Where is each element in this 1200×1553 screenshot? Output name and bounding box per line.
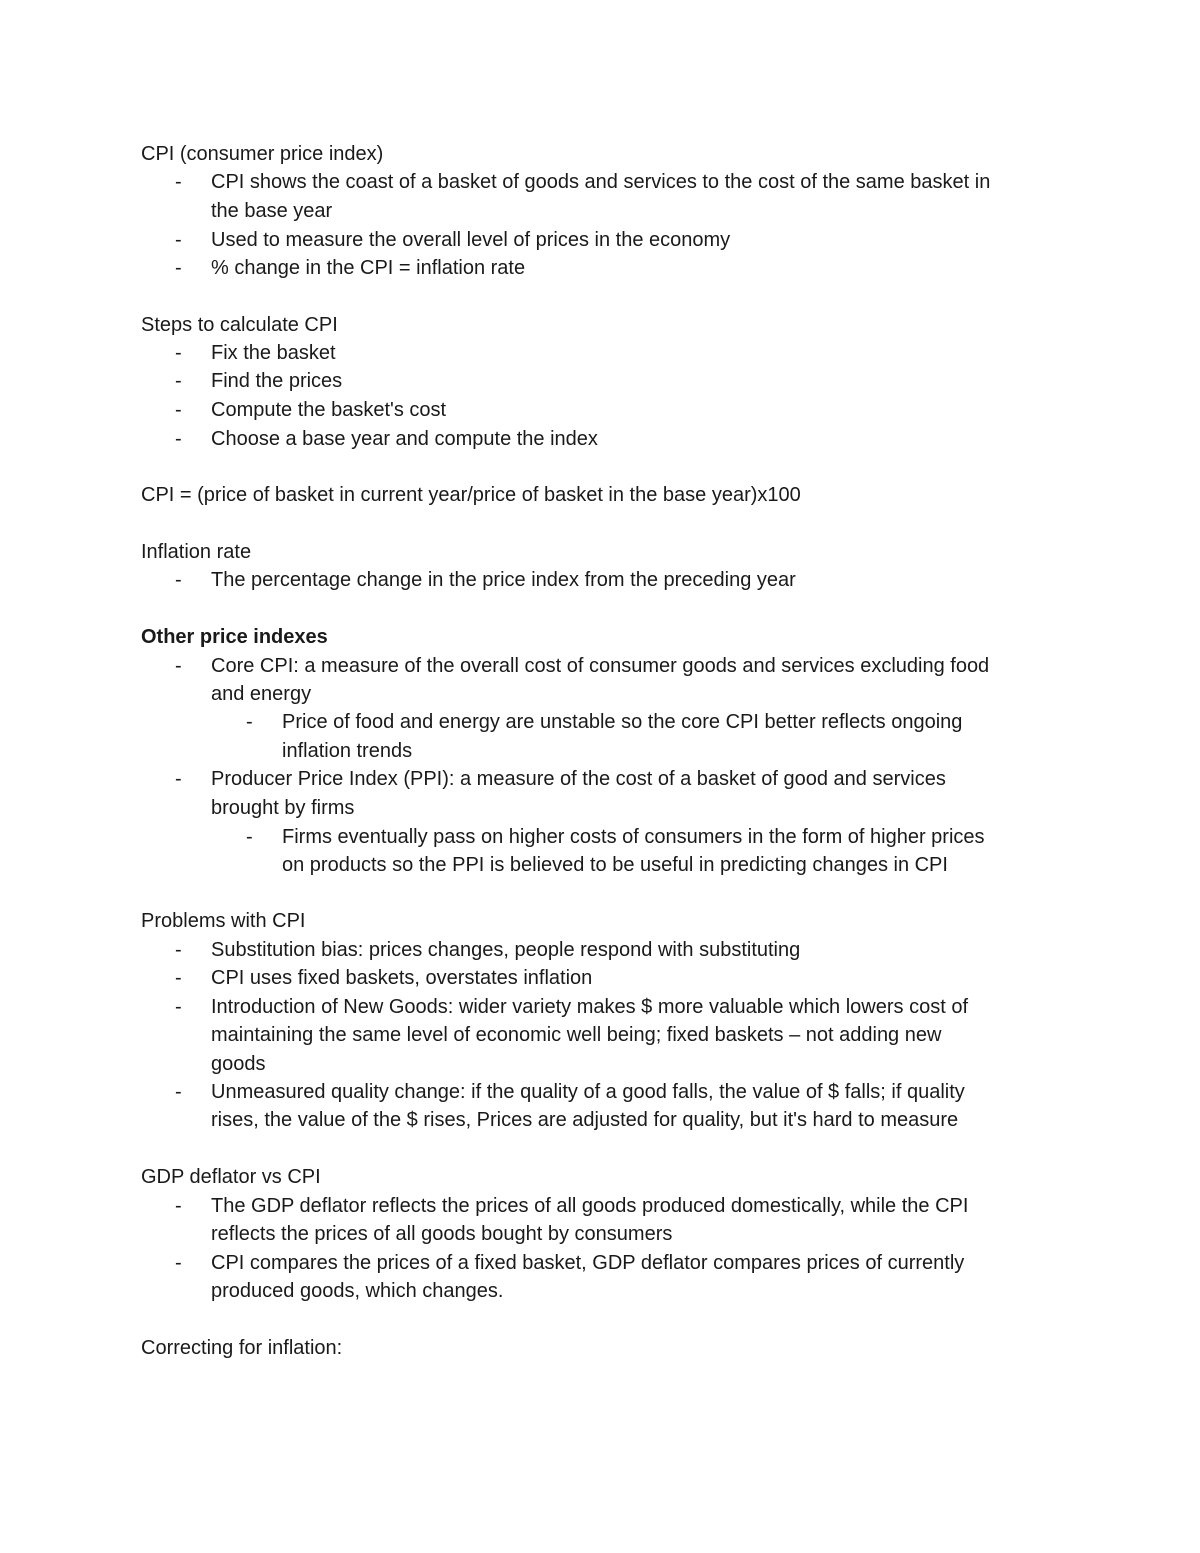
cpi-bullet-1-line-2: the base year bbox=[211, 200, 333, 222]
bullet-dash: - bbox=[175, 996, 182, 1018]
gdp-bullet-1-line-2: reflects the prices of all goods bought by consumers bbox=[211, 1223, 673, 1245]
bullet-dash: - bbox=[175, 939, 182, 961]
bullet-dash: - bbox=[175, 1252, 182, 1274]
problems-bullet-4-line-1: Unmeasured quality change: if the quality of a good falls, the value of $ falls; if quality bbox=[211, 1081, 965, 1103]
cpi-bullet-3: % change in the CPI = inflation rate bbox=[211, 257, 526, 279]
bullet-dash: - bbox=[175, 1195, 182, 1217]
gdp-bullet-2-line-1: CPI compares the prices of a fixed basket, GDP deflator compares prices of currently bbox=[211, 1252, 965, 1274]
cpi-bullet-1-line-1: CPI shows the coast of a basket of goods and services to the cost of the same basket in bbox=[211, 171, 991, 193]
other-sub-bullet-1-line-1: Price of food and energy are unstable so the core CPI better reflects ongoing bbox=[282, 711, 963, 733]
problems-bullet-3-line-2: maintaining the same level of economic well being; fixed baskets – not adding new bbox=[211, 1024, 942, 1046]
steps-bullet-1: Fix the basket bbox=[211, 342, 336, 364]
bullet-dash: - bbox=[175, 428, 182, 450]
heading-problems-with-cpi: Problems with CPI bbox=[141, 910, 306, 932]
heading-correcting-for-inflation: Correcting for inflation: bbox=[141, 1337, 343, 1359]
bullet-dash: - bbox=[175, 399, 182, 421]
sub-bullet-dash: - bbox=[246, 826, 253, 848]
inflation-bullet-1: The percentage change in the price index from the preceding year bbox=[211, 569, 796, 591]
bullet-dash: - bbox=[175, 370, 182, 392]
other-bullet-2-line-1: Producer Price Index (PPI): a measure of the cost of a basket of good and services bbox=[211, 768, 946, 790]
problems-bullet-4-line-2: rises, the value of the $ rises, Prices are adjusted for quality, but it's hard to measure bbox=[211, 1109, 959, 1131]
sub-bullet-dash: - bbox=[246, 711, 253, 733]
bullet-dash: - bbox=[175, 257, 182, 279]
other-bullet-1-line-1: Core CPI: a measure of the overall cost of consumer goods and services excluding food bbox=[211, 655, 990, 677]
bullet-dash: - bbox=[175, 967, 182, 989]
problems-bullet-2: CPI uses fixed baskets, overstates inflation bbox=[211, 967, 593, 989]
other-sub-bullet-2-line-2: on products so the PPI is believed to be useful in predicting changes in CPI bbox=[282, 854, 948, 876]
bullet-dash: - bbox=[175, 569, 182, 591]
bullet-dash: - bbox=[175, 171, 182, 193]
problems-bullet-1: Substitution bias: prices changes, people respond with substituting bbox=[211, 939, 801, 961]
steps-bullet-3: Compute the basket's cost bbox=[211, 399, 447, 421]
bullet-dash: - bbox=[175, 655, 182, 677]
other-bullet-1-line-2: and energy bbox=[211, 683, 312, 705]
heading-other-price-indexes: Other price indexes bbox=[141, 626, 328, 648]
bullet-dash: - bbox=[175, 1081, 182, 1103]
other-sub-bullet-2-line-1: Firms eventually pass on higher costs of consumers in the form of higher prices bbox=[282, 826, 985, 848]
heading-gdp-deflator-vs-cpi: GDP deflator vs CPI bbox=[141, 1166, 321, 1188]
cpi-bullet-2: Used to measure the overall level of prices in the economy bbox=[211, 229, 731, 251]
cpi-formula: CPI = (price of basket in current year/price of basket in the base year)x100 bbox=[141, 484, 801, 506]
heading-cpi: CPI (consumer price index) bbox=[141, 143, 384, 165]
other-sub-bullet-1-line-2: inflation trends bbox=[282, 740, 413, 762]
other-bullet-2-line-2: brought by firms bbox=[211, 797, 355, 819]
bullet-dash: - bbox=[175, 229, 182, 251]
bullet-dash: - bbox=[175, 342, 182, 364]
heading-steps: Steps to calculate CPI bbox=[141, 314, 338, 336]
heading-inflation-rate: Inflation rate bbox=[141, 541, 252, 563]
problems-bullet-3-line-3: goods bbox=[211, 1053, 266, 1075]
bullet-dash: - bbox=[175, 768, 182, 790]
gdp-bullet-1-line-1: The GDP deflator reflects the prices of all goods produced domestically, while the CPI bbox=[211, 1195, 969, 1217]
problems-bullet-3-line-1: Introduction of New Goods: wider variety makes $ more valuable which lowers cost of bbox=[211, 996, 969, 1018]
steps-bullet-4: Choose a base year and compute the index bbox=[211, 428, 598, 450]
gdp-bullet-2-line-2: produced goods, which changes. bbox=[211, 1280, 504, 1302]
steps-bullet-2: Find the prices bbox=[211, 370, 343, 392]
